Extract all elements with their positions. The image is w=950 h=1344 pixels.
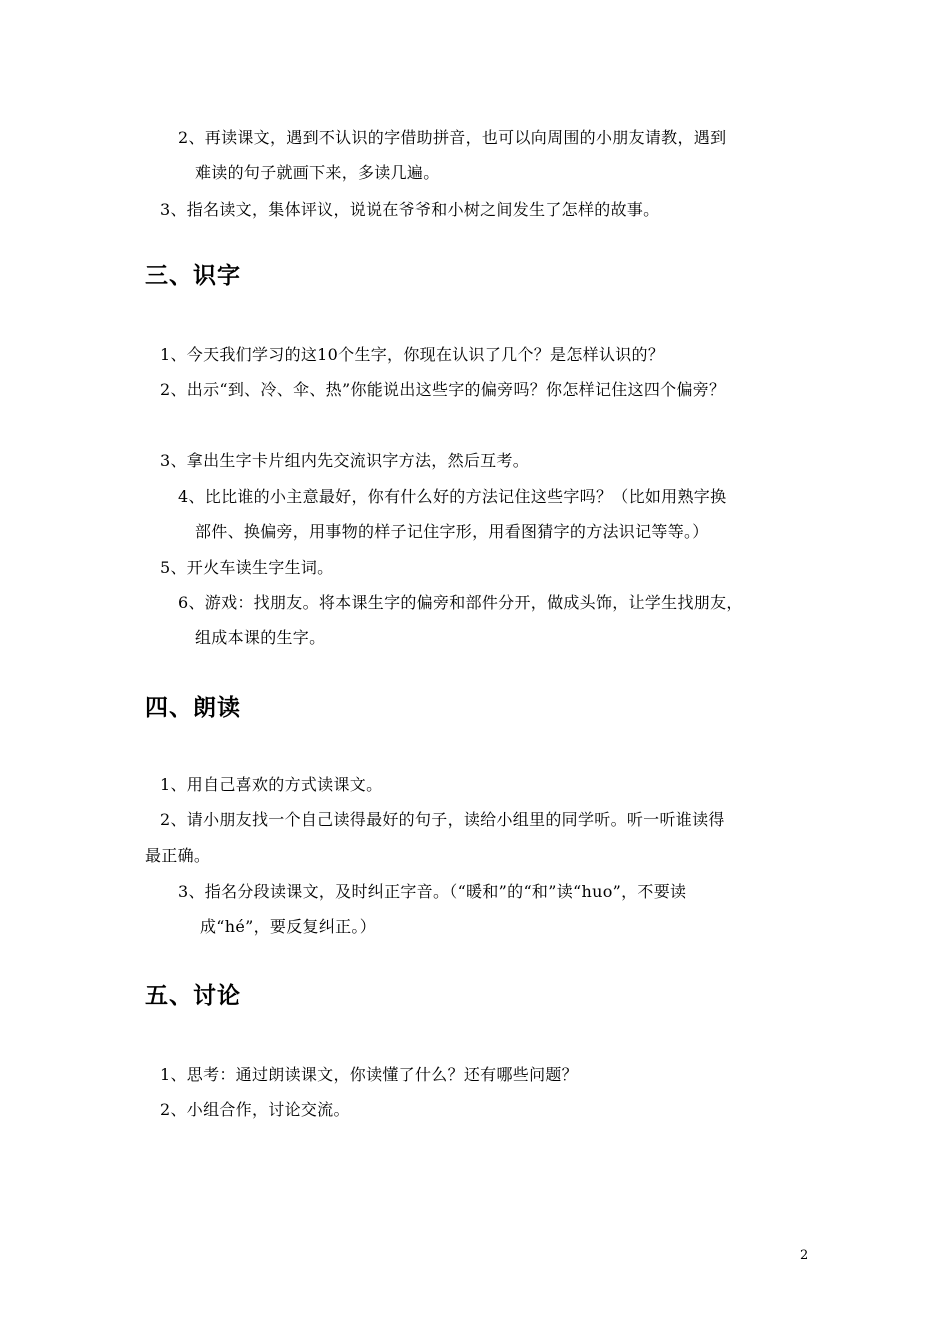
paragraph-line: 2、小组合作，讨论交流。 — [160, 1100, 350, 1119]
paragraph-line: 难读的句子就画下来，多读几遍。 — [195, 163, 440, 182]
paragraph-line: 3、拿出生字卡片组内先交流识字方法，然后互考。 — [160, 451, 530, 470]
paragraph-line: 3、指名分段读课文，及时纠正字音。（“暖和”的“和”读“huo”，不要读 — [178, 882, 687, 901]
paragraph-line: 2、请小朋友找一个自己读得最好的句子，读给小组里的同学听。听一听谁读得 — [160, 810, 725, 829]
paragraph-line: 2、出示“到、冷、伞、热”你能说出这些字的偏旁吗？你怎样记住这四个偏旁？ — [160, 380, 726, 399]
paragraph-line: 1、用自己喜欢的方式读课文。 — [160, 775, 383, 794]
section-heading-taolun: 五、讨论 — [145, 983, 241, 1009]
paragraph-line: 1、今天我们学习的这10个生字，你现在认识了几个？是怎样认识的？ — [160, 345, 665, 364]
section-heading-langdu: 四、朗读 — [145, 695, 241, 721]
page-number: 2 — [800, 1248, 809, 1263]
paragraph-line: 部件、换偏旁，用事物的样子记住字形，用看图猜字的方法识记等等。） — [195, 522, 709, 541]
paragraph-line: 3、指名读文，集体评议，说说在爷爷和小树之间发生了怎样的故事。 — [160, 200, 660, 219]
paragraph-line: 成“hé”，要反复纠正。） — [200, 917, 377, 936]
paragraph-line: 4、比比谁的小主意最好，你有什么好的方法记住这些字吗？（比如用熟字换 — [178, 487, 727, 506]
paragraph-line: 5、开火车读生字生词。 — [160, 558, 334, 577]
section-heading-shizi: 三、识字 — [145, 263, 241, 289]
paragraph-line: 组成本课的生字。 — [195, 628, 326, 647]
paragraph-line: 2、再读课文，遇到不认识的字借助拼音，也可以向周围的小朋友请教，遇到 — [178, 128, 727, 147]
paragraph-line: 1、思考：通过朗读课文，你读懂了什么？还有哪些问题？ — [160, 1065, 578, 1084]
paragraph-line: 6、游戏：找朋友。将本课生字的偏旁和部件分开，做成头饰，让学生找朋友， — [178, 593, 743, 612]
paragraph-line: 最正确。 — [145, 846, 211, 865]
